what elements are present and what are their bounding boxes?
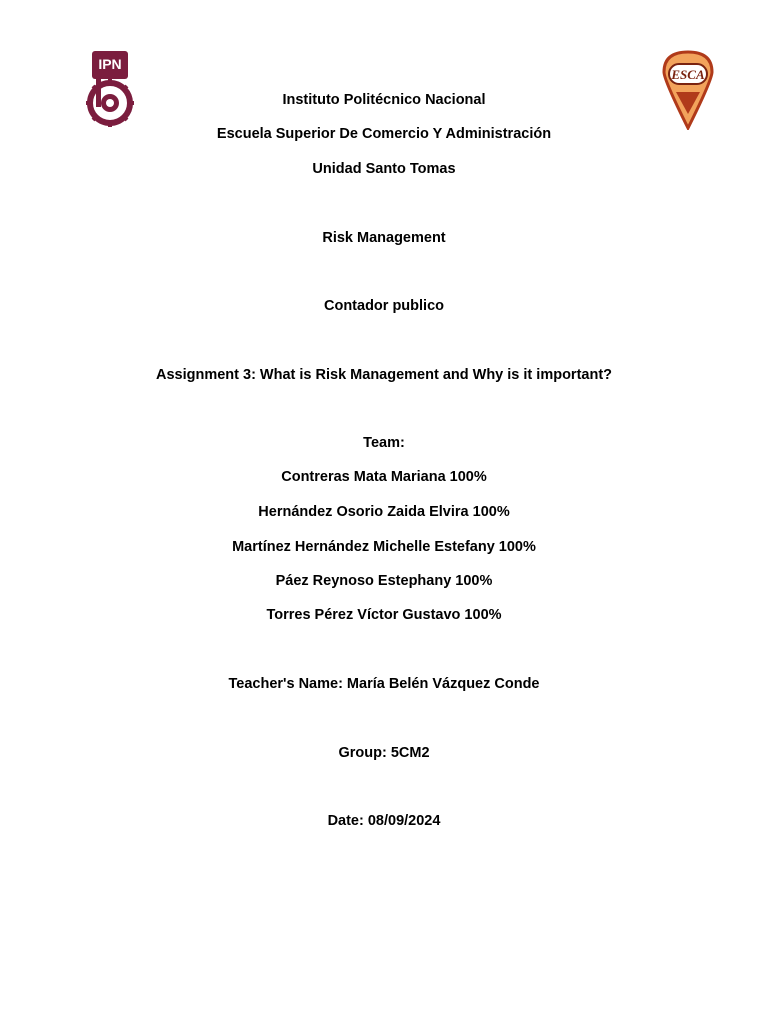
teacher-name: Teacher's Name: María Belén Vázquez Conde xyxy=(228,676,540,692)
assignment-title: Assignment 3: What is Risk Management and Why is it important? xyxy=(156,367,612,383)
team-member: Martínez Hernández Michelle Estefany 100% xyxy=(232,539,536,555)
ipn-logo-text: IPN xyxy=(98,56,122,72)
unit-name: Unidad Santo Tomas xyxy=(312,161,456,177)
school-name: Escuela Superior De Comercio Y Administración xyxy=(216,126,552,142)
subject-title: Risk Management xyxy=(322,230,446,246)
institution-name: Instituto Politécnico Nacional xyxy=(282,92,486,108)
team-member: Hernández Osorio Zaida Elvira 100% xyxy=(258,504,510,520)
date-label: Date: 08/09/2024 xyxy=(327,813,441,829)
esca-logo-text: ESCA xyxy=(671,67,705,82)
esca-logo xyxy=(658,50,718,130)
team-member: Contreras Mata Mariana 100% xyxy=(281,469,487,485)
team-member: Páez Reynoso Estephany 100% xyxy=(275,573,493,589)
career-name: Contador publico xyxy=(323,298,444,314)
group-label: Group: 5CM2 xyxy=(338,745,430,761)
ipn-logo xyxy=(86,47,134,127)
team-member: Torres Pérez Víctor Gustavo 100% xyxy=(266,607,502,623)
team-heading: Team: xyxy=(363,435,405,451)
